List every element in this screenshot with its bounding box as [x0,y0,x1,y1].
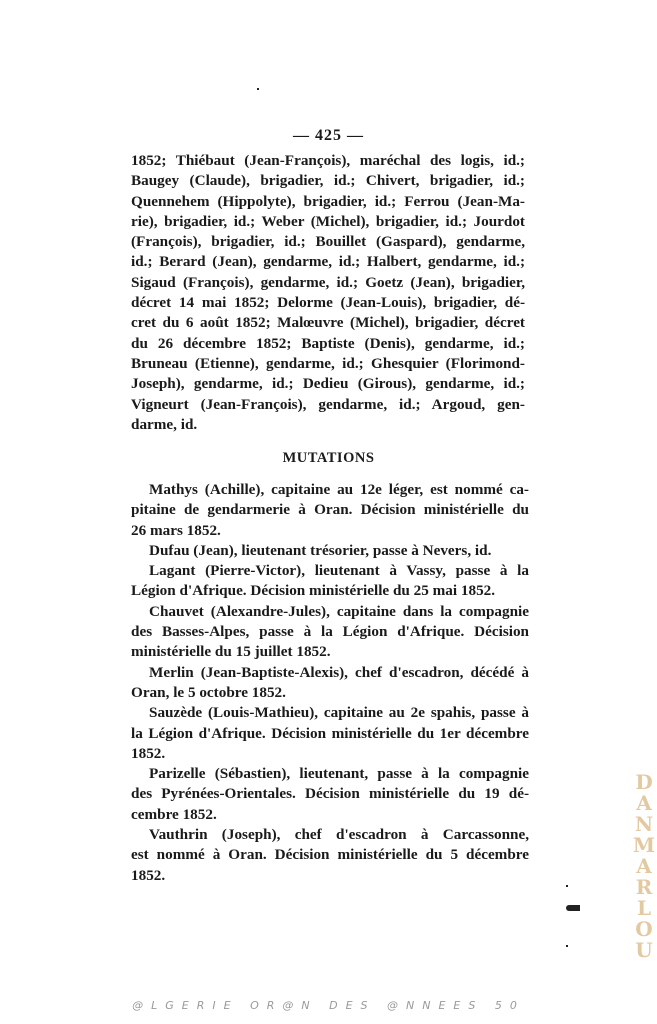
text-line: ministérielle du 15 juillet 1852. [131,643,331,661]
mutation-entry [131,480,529,541]
text-line: Sauzède (Louis-Mathieu), capitaine au 2e spahis, passe à [149,704,529,722]
scan-speck [566,905,580,911]
text-line: Bruneau (Etienne), gendarme, id.; Ghesquier (Florimond- [131,354,525,372]
text-line: Chauvet (Alexandre-Jules), capitaine dans la compagnie [149,602,529,620]
watermark-letter: A [636,791,652,815]
text-line: Quennehem (Hippolyte), brigadier, id.; Ferrou (Jean-Ma- [131,192,525,210]
mutations-list [131,480,529,886]
watermark-letter: O [635,917,653,941]
text-line: du 26 décembre 1852; Baptiste (Denis), gendarme, id.; [131,334,525,352]
text-line: darme, id. [131,415,198,433]
mutation-entry [131,663,529,704]
mutation-entry [131,703,529,764]
text-line: Légion d'Afrique. Décision ministérielle du 25 mai 1852. [131,582,496,600]
text-line: des Pyrénées-Orientales. Décision ministérielle du 19 dé- [131,785,529,803]
text-line: 26 mars 1852. [131,521,221,539]
text-line: Joseph), gendarme, id.; Dedieu (Girous), gendarme, id.; [131,375,525,393]
watermark-letter: R [635,875,653,899]
text-line: Merlin (Jean-Baptiste-Alexis), chef d'escadron, décédé à [149,663,529,681]
bottom-watermark: @LGERIE OR@N DES @NNEES 50 [132,999,525,1012]
text-line: id.; Berard (Jean), gendarme, id.; Halbert, gendarme, id.; [131,253,525,271]
text-line: Mathys (Achille), capitaine au 12e léger, est nommé ca- [149,481,529,498]
text-line: Lagant (Pierre-Victor), lieutenant à Vassy, passe à la [149,562,529,580]
top-text-block [131,151,525,435]
text-line: décret 14 mai 1852; Delorme (Jean-Louis), brigadier, dé- [131,294,525,312]
text-line: 1852. [131,866,166,884]
watermark-letter: L [636,896,652,920]
mutation-entry [131,602,529,663]
text-line: (François), brigadier, id.; Bouillet (Gaspard), gendarme, [131,233,525,251]
scan-speck [566,945,568,947]
watermark-letter: U [635,938,653,962]
text-line: Vauthrin (Joseph), chef d'escadron à Carcassonne, [149,826,529,844]
text-line: cembre 1852. [131,805,217,823]
text-line: pitaine de gendarmerie à Oran. Décision ministérielle du [131,501,529,519]
text-line: Baugey (Claude), brigadier, id.; Chivert, brigadier, id.; [131,172,525,190]
scan-speck [257,88,259,90]
mutation-entry [131,764,529,825]
text-line: Sigaud (François), gendarme, id.; Goetz (Jean), brigadier, [131,273,525,291]
text-line: est nommé à Oran. Décision ministérielle du 5 décembre [131,846,529,864]
text-line: la Légion d'Afrique. Décision ministérielle du 1er décembre [131,724,529,742]
page-number: — 425 — [293,127,364,144]
text-line: des Basses-Alpes, passe à la Légion d'Afrique. Décision [131,623,529,641]
mutation-entry [131,825,529,886]
mutation-entry [131,561,529,602]
section-heading-mutations: MUTATIONS [282,450,375,466]
text-line: 1852. [131,744,166,762]
vertical-watermark [632,772,656,961]
text-line: rie), brigadier, id.; Weber (Michel), brigadier, id.; Jourdot [131,212,525,230]
watermark-letter: D [635,770,653,794]
text-line: Parizelle (Sébastien), lieutenant, passe à la compagnie [149,765,529,783]
text-line: Oran, le 5 octobre 1852. [131,683,286,701]
watermark-letter: N [634,812,654,836]
watermark-letter: A [636,854,652,878]
text-line: Vigneurt (Jean-François), gendarme, id.; Argoud, gen- [131,395,525,413]
scan-speck [566,885,568,887]
text-line: cret du 6 août 1852; Malœuvre (Michel), brigadier, décret [131,314,525,332]
text-line: Dufau (Jean), lieutenant trésorier, passe à Nevers, id. [149,541,492,559]
text-line: 1852; Thiébaut (Jean-François), maréchal des logis, id.; [131,152,525,169]
mutation-entry [131,541,529,561]
watermark-letter: M [632,833,656,857]
